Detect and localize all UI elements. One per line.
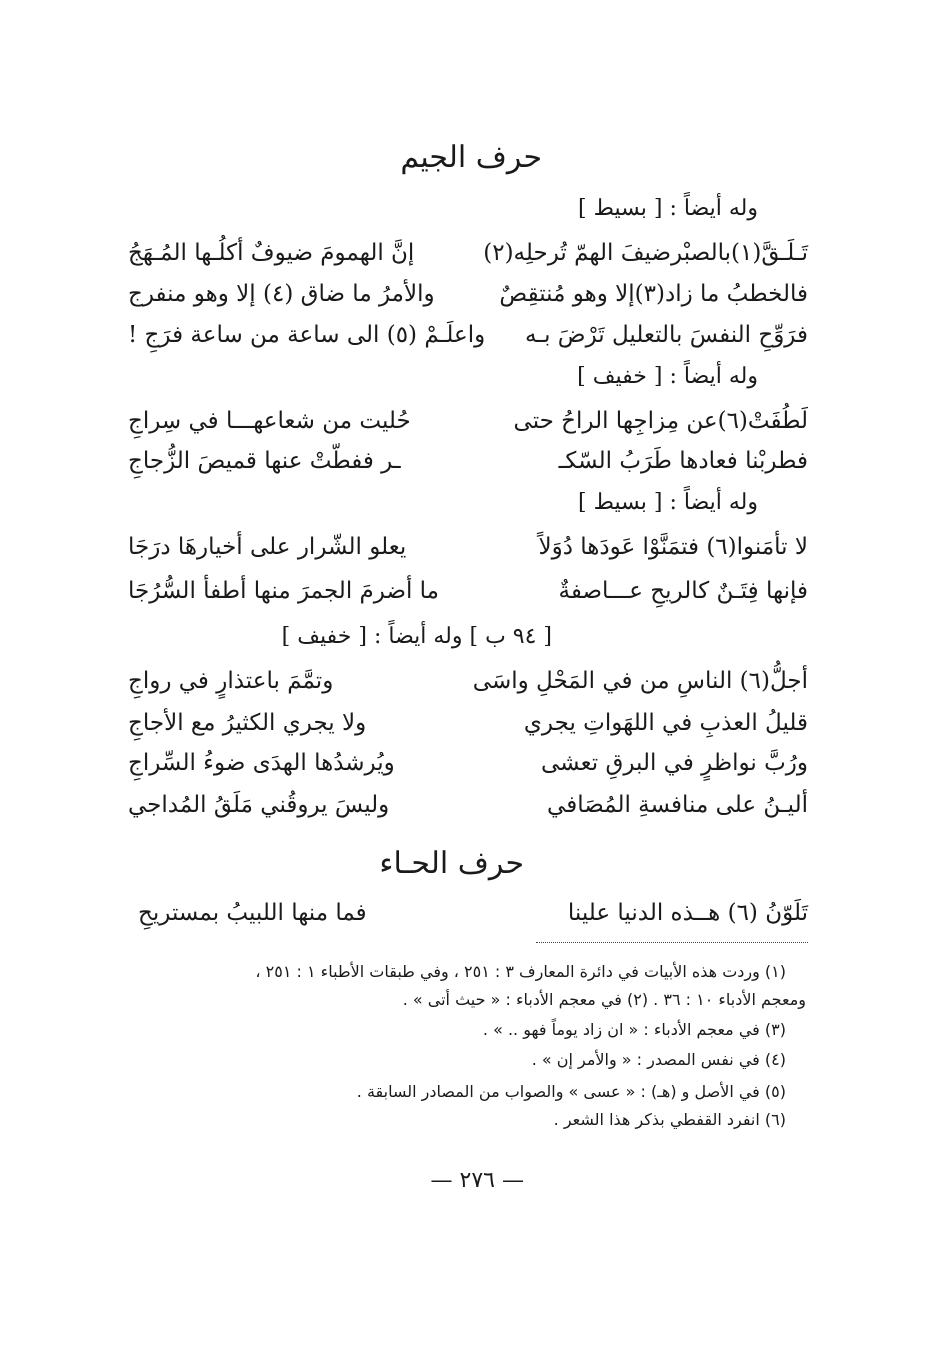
verse-right: تَـلَـقَّ(١)بالصبْرضيفَ الهمّ تُرحلِه(٢): [483, 240, 808, 266]
page-number: — ٢٧٦ —: [430, 1168, 524, 1193]
verse-right: قليلُ العذبِ في اللهَواتِ يجري: [523, 710, 808, 736]
verse-left: ـر ففطّتْ عنها قميصَ الزُّجاجِ: [128, 448, 401, 474]
verse-right: لَطُفَتْ(٦)عن مِزاجِها الراحُ حتى: [513, 408, 808, 434]
verse-left: والأمرُ ما ضاق (٤) إلا وهو منفرج: [128, 281, 435, 307]
footnote: (١) وردت هذه الأبيات في دائرة المعارف ٣ : ٢٥١ ، وفي طبقات الأطباء ١ : ٢٥١ ،: [255, 962, 786, 981]
verse-right: فطربْنا فعادها طَرَبُ السّكـ: [558, 448, 808, 474]
meter-label: وله أيضاً : [ بسيط ]: [578, 490, 758, 515]
verse-left: ما أضرمَ الجمرَ منها أطفأ السُّرُجَا: [128, 578, 440, 604]
verse-left: وليسَ يروقُني مَلَقُ المُداجي: [128, 792, 390, 818]
footnote: (٦) انفرد القفطي بذكر هذا الشعر .: [553, 1110, 786, 1129]
footnote: ومعجم الأدباء ١٠ : ٣٦ . (٢) في معجم الأدباء : « حيث أتى » .: [402, 990, 806, 1009]
section-heading-jim: حرف الجيم: [400, 140, 542, 175]
verse-right: لا تأمَنوا(٦) فتمَنَّوْا عَودَها دُوَلاً: [538, 534, 808, 560]
verse-left: واعلَـمْ (٥) الى ساعة من ساعة فرَجِ !: [128, 322, 486, 348]
verse-right: فإنها فِتَـنٌ كالريحِ عـــاصفةٌ: [558, 578, 808, 604]
verse-right: تَلَوّنُ (٦) هــذه الدنيا علينا: [567, 900, 808, 926]
verse-left: ويُرشدُها الهدَى ضوءُ السِّراجِ: [128, 750, 395, 776]
verse-left: حُليت من شعاعهـــا في سِراجِ: [128, 408, 411, 434]
footnote-divider: [536, 942, 808, 943]
verse-right: أجلُّ(٦) الناسِ من في المَحْلِ واسَى: [472, 668, 808, 694]
footnote: (٥) في الأصل و (هـ) : « عسى » والصواب من المصادر السابقة .: [356, 1082, 786, 1101]
verse-right: فالخطبُ ما زاد(٣)إلا وهو مُنتقِصٌ: [499, 281, 808, 307]
verse-right: ورُبَّ نواظرٍ في البرقِ تعشى: [540, 750, 808, 776]
meter-label: [ ٩٤ ب ] وله أيضاً : [ خفيف ]: [281, 624, 552, 649]
footnote: (٤) في نفس المصدر : « والأمر إن » .: [531, 1050, 786, 1069]
footnote: (٣) في معجم الأدباء : « ان زاد يوماً فهو .. » .: [482, 1020, 786, 1039]
verse-left: إنَّ الهمومَ ضيوفٌ أكلُـها المُـهَجُ: [128, 240, 415, 266]
verse-left: يعلو الشّرار على أخيارهَا درَجَا: [128, 534, 407, 560]
verse-left: فما منها اللبيبُ بمستريحِ: [138, 900, 367, 926]
verse-left: ولا يجري الكثيرُ مع الأجاجِ: [128, 710, 367, 736]
section-heading-ha: حرف الحـاء: [379, 846, 524, 881]
verse-right: فرَوِّحِ النفسَ بالتعليل تَرْضَ بـه: [525, 322, 808, 348]
meter-label: وله أيضاً : [ خفيف ]: [577, 364, 758, 389]
meter-label: وله أيضاً : [ بسيط ]: [578, 196, 758, 221]
verse-right: أليـنُ على منافسةِ المُصَافي: [547, 792, 808, 818]
verse-left: وتمَّمَ باعتذارٍ في رواجِ: [128, 668, 334, 694]
